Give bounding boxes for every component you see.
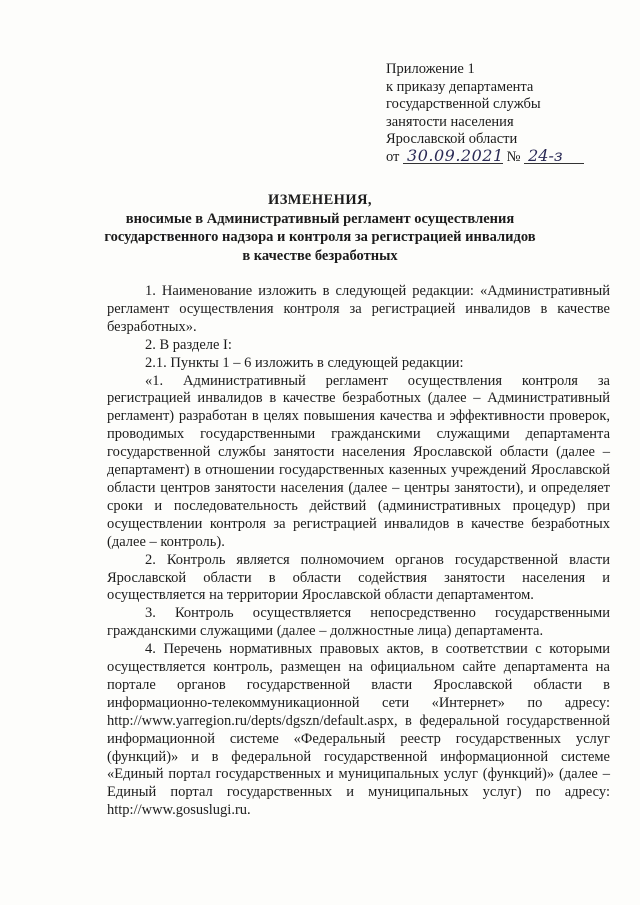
appendix-line-3: государственной службы — [386, 96, 541, 113]
number-prefix: № — [506, 148, 521, 165]
paragraph-5: 2. Контроль является полномочием органов государственной власти Ярославской области в области содействия занятости населения и осуществляется на территории Ярославской области департаментом. — [107, 551, 610, 604]
paragraph-3: 2.1. Пункты 1 – 6 изложить в следующей редакции: — [145, 354, 464, 371]
paragraph-6: 3. Контроль осуществляется непосредственно государственными гражданскими служащими (далее – должностные лица) департамента. — [107, 605, 610, 640]
paragraph-4: «1. Административный регламент осуществления контроля за регистрацией инвалидов в качестве безработных (далее – Административный регламент) разработан в целях повышения качества и эффективности проверок, проводимых государственными гражданскими служащими департамента государственной службы занятости населения Ярославской области (далее – департамент) в отношении государственных казенных учреждений Ярославской области центров занятости населения (далее – центры занятости), и определяет сроки и последовательность действий (административных процедур) при осуществлении контроля за регистрацией инвалидов в качестве безработных (далее – контроль). — [107, 372, 610, 550]
date-prefix: от — [386, 148, 400, 165]
paragraph-7: 4. Перечень нормативных правовых актов, в соответствии с которыми осуществляется контроль, размещен на официальном сайте департамента на портале органов государственной власти Ярославской области в информационно-телекоммуникационной сети «Интернет» по адресу: http://www.yarregion.ru/depts/dgszn/default.aspx, в федеральной государственной информационной системе «Федеральный реестр государственных услуг (функций)» и в федеральной государственной информационной системе «Единый портал государственных и муниципальных услуг (функций)» (далее – Единый портал государственных и муниципальных услуг) по адресу: http://www.gosuslugi.ru. — [107, 641, 610, 819]
paragraph-1: 1. Наименование изложить в следующей редакции: «Административный регламент осуществления контроля за регистрацией инвалидов в качестве безработных». — [107, 283, 610, 335]
title-line-3: в качестве безработных — [242, 247, 398, 264]
appendix-line-4: занятости населения — [386, 113, 514, 130]
document-body — [107, 283, 610, 820]
document-title — [80, 191, 560, 265]
handwritten-date: 30.09.2021 — [403, 149, 503, 164]
appendix-line-2: к приказу департамента — [386, 78, 534, 95]
handwritten-number: 24-з — [524, 149, 584, 164]
appendix-line-1: Приложение 1 — [386, 61, 475, 77]
appendix-block — [386, 61, 584, 167]
appendix-line-5: Ярославской области — [386, 131, 518, 148]
title-heading: ИЗМЕНЕНИЯ, — [268, 192, 372, 208]
title-line-1: вносимые в Административный регламент осуществления — [125, 210, 515, 227]
paragraph-2: 2. В разделе I: — [145, 336, 232, 353]
appendix-date-line — [386, 145, 584, 167]
title-line-2: государственного надзора и контроля за регистрацией инвалидов — [104, 229, 536, 246]
